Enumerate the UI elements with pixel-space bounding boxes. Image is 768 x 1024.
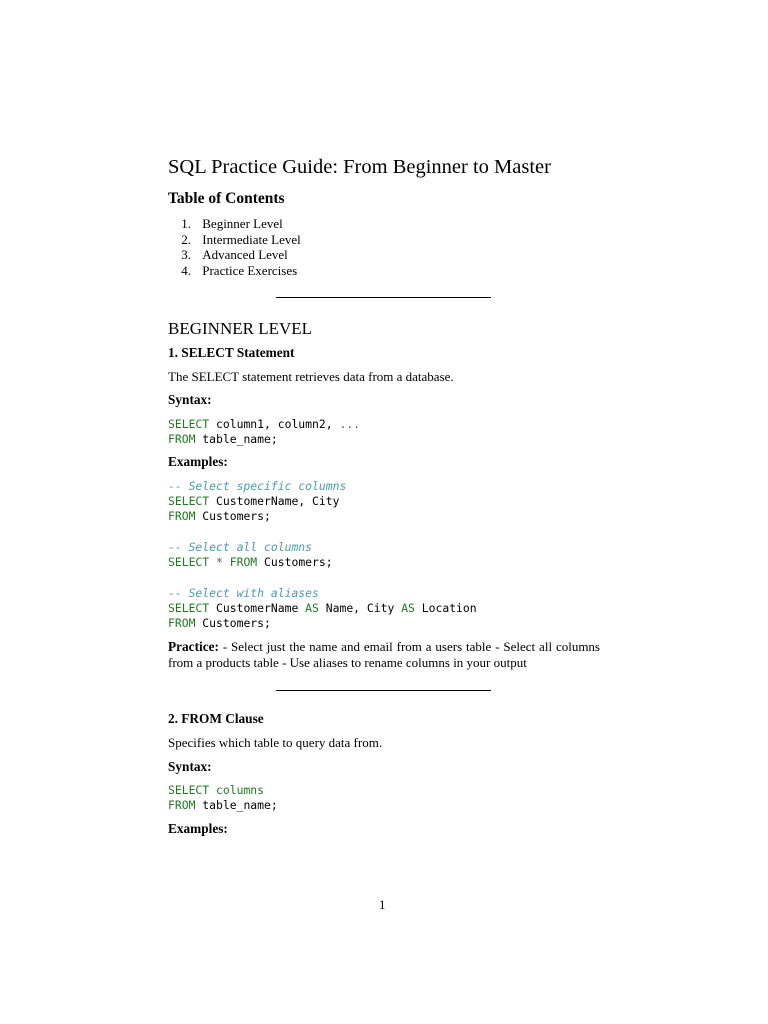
code-text: Customers; xyxy=(195,616,271,630)
examples-label: Examples: xyxy=(168,821,228,836)
toc-item[interactable] xyxy=(160,232,301,248)
code-line xyxy=(168,509,271,525)
practice-label: Practice: xyxy=(168,639,219,654)
sql-keyword: AS xyxy=(401,601,415,615)
code-text: Location xyxy=(414,601,477,615)
page-number: 1 xyxy=(379,897,386,912)
sql-keyword: SELECT xyxy=(168,494,210,508)
sql-keyword: FROM xyxy=(168,432,196,446)
code-operator: * xyxy=(209,555,230,569)
toc-item[interactable] xyxy=(160,263,297,279)
code-text: columns xyxy=(209,783,265,797)
from-description: Specifies which table to query data from. xyxy=(168,735,383,750)
code-text: table_name; xyxy=(195,432,278,446)
examples-label: Examples: xyxy=(168,454,228,469)
toc-label: Beginner Level xyxy=(202,216,283,231)
code-text: Name, City xyxy=(318,601,402,615)
toc-heading: Table of Contents xyxy=(168,190,285,207)
code-line xyxy=(168,601,477,617)
section-heading-beginner: BEGINNER LEVEL xyxy=(168,319,313,338)
sql-keyword: SELECT xyxy=(168,417,210,431)
sql-keyword: SELECT xyxy=(168,555,210,569)
practice-text: - Select just the name and email from a users table - Select all columns from a products table - Use aliases to rename columns in your output xyxy=(168,639,600,670)
code-text: CustomerName xyxy=(209,601,306,615)
toc-number: 3. xyxy=(181,247,191,262)
toc-label: Practice Exercises xyxy=(202,262,298,278)
subsection-heading-from: 2. FROM Clause xyxy=(168,711,264,726)
code-text: Customers; xyxy=(195,509,271,523)
toc-number: 4. xyxy=(181,262,191,278)
sql-keyword: FROM xyxy=(168,509,196,523)
sql-keyword: SELECT xyxy=(168,783,210,797)
code-comment: -- Select all columns xyxy=(168,540,313,554)
code-line xyxy=(168,494,339,510)
sql-keyword: FROM xyxy=(168,798,196,812)
code-comment: -- Select with aliases xyxy=(168,586,319,600)
syntax-label: Syntax: xyxy=(168,759,212,774)
sql-keyword: SELECT xyxy=(168,601,210,615)
document-title: SQL Practice Guide: From Beginner to Master xyxy=(168,156,551,178)
code-line xyxy=(168,783,264,799)
syntax-label: Syntax: xyxy=(168,392,212,407)
code-text: Customers; xyxy=(257,555,333,569)
code-line xyxy=(168,555,333,571)
sql-keyword: FROM xyxy=(168,616,196,630)
sql-keyword: FROM xyxy=(229,555,258,569)
horizontal-rule xyxy=(276,297,491,298)
code-text: table_name; xyxy=(195,798,278,812)
code-text: CustomerName, City xyxy=(209,494,340,508)
code-ellipsis: ... xyxy=(339,417,361,431)
toc-label: Intermediate Level xyxy=(202,231,301,247)
subsection-heading-select: 1. SELECT Statement xyxy=(168,345,295,360)
horizontal-rule xyxy=(276,690,491,691)
practice-paragraph xyxy=(168,639,600,671)
toc-item[interactable] xyxy=(160,216,283,232)
code-line xyxy=(168,798,278,814)
toc-number: 1. xyxy=(181,216,191,231)
code-text: column1, column2, xyxy=(209,417,340,431)
code-line xyxy=(168,417,360,433)
code-line xyxy=(168,432,278,448)
toc-item[interactable] xyxy=(160,247,288,263)
sql-keyword: AS xyxy=(305,601,319,615)
code-line xyxy=(168,616,271,632)
code-comment: -- Select specific columns xyxy=(168,479,347,493)
toc-number: 2. xyxy=(181,231,191,247)
toc-label: Advanced Level xyxy=(202,247,288,262)
select-description: The SELECT statement retrieves data from a database. xyxy=(168,369,454,384)
